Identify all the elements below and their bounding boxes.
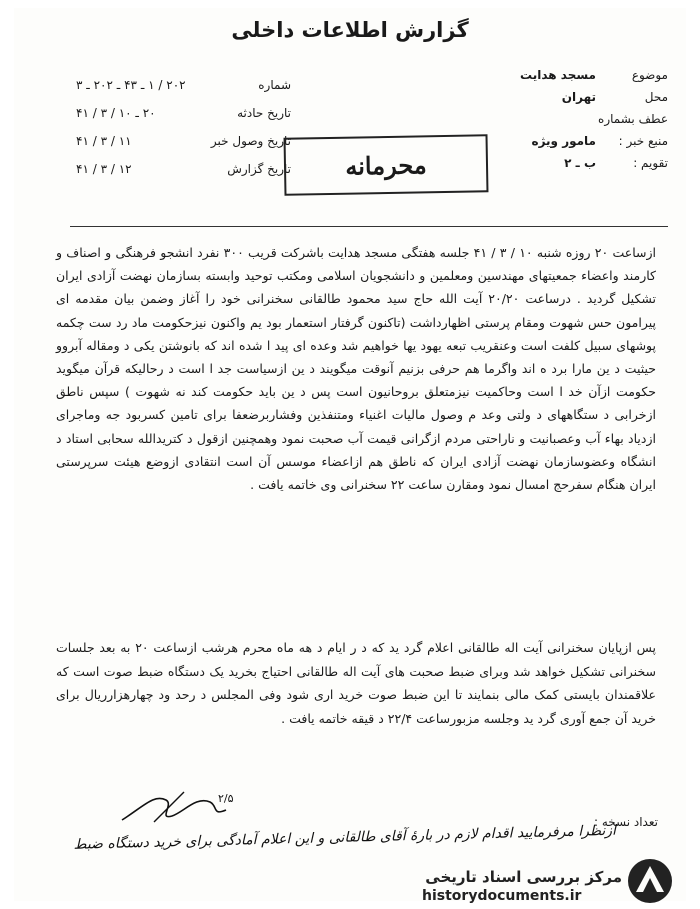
field-value: ۲۰ ـ ۱۰ / ۳ / ۴۱	[76, 106, 156, 120]
field-value: ۱۱ / ۳ / ۴۱	[76, 134, 132, 148]
report-title: گزارش اطلاعات داخلی	[231, 18, 469, 42]
header-field-reference	[438, 108, 668, 130]
watermark-title: مرکز بررسی اسناد تاریخی	[425, 868, 622, 886]
header-divider	[70, 226, 668, 227]
header-field-location	[438, 86, 668, 108]
field-label: تاریخ گزارش	[227, 162, 291, 176]
header-field-received-date	[76, 126, 291, 154]
header-field-event-date	[76, 98, 291, 126]
header-left-block	[76, 70, 291, 182]
body-paragraph: ازساعت ۲۰ روزه شنبه ۱۰ / ۳ / ۴۱ جلسه هفتگی مسجد هدایت باشرکت قریب ۳۰۰ نفرد انشجو فرهنگی و اصناف و کارمند واعضاء جمعیتهای مهندسین ومعلمین و دانشجویان اسلامی ومکتب توحید وابسته بسازمان نهضت آزادی ایران تشکیل گردید . درساعت ۲۰/۲۰ آیت الله حاج سید محمود طالقانی سخنرانی خود را آغاز وضمن بیان مقدمه ای پیرامون حس شهوت ومقام پرستی اظهارداشت (تاکنون گرفتار استعمار بود یم واکنون نیزحکومت ماد رد ست چکمه پوشهای سبیل کلفت است وعنقریب تبعه یهود یها خواهیم شد وعده ای پید ا شده اند که بانوشتن یکی د ومقاله آبروو حیثیت د ین مارا برد ه اند واگرما هم حرفی بزنیم آنوقت میگویند د ین ازسیاست جد ا است د رحالیکه قرآن میگوید حکومت ازآن خد ا است وحاکمیت نیزمتعلق بروحانیون است پس د ین باید حکومت کند نه شهوت ) سپس ناطق ازخرابی د ستگاههای د ولتی وعد م وصول مالیات اغنیاء ومتنفذین وفشاربرضعفا برای تامین کسربود جه وماجرای ازدیاد بهاء آب وعصبانیت و ناراحتی مردم ازگرانی قیمت آب صحبت نمود وهمچنین ازقول د کتریدالله سحابی استاد د انشگاه وعضوسازمان نهضت آزادی ایران که ناطق هم ازاعضاء موسس آن است انتقادی ازوضع هیئت سرپرستی ایران هنگام سفرحج امسال نمود ومقارن ساعت ۲۲ سخنرانی وی خاتمه یافت .	[56, 245, 656, 493]
body-paragraph: پس ازپایان سخنرانی آیت اله طالقانی اعلام گرد ید که د ر ایام د هه ماه محرم هرشب ازساعت ۲۰ به بعد جلسات سخنرانی تشکیل خواهد شد وبرای ضبط صحبت های آیت اله طالقانی احتیاج بخرید یک دستگاه ضبط صوت است که علاقمندان بایستی کمک مالی بنمایند تا این ضبط صوت خرید اری شود وفی المجلس د رحد ود چهارهزارریال برای خرید آن جمع آوری گرد ید وجلسه مزبورساعت ۲۲/۴ د قیقه خاتمه یافت .	[56, 640, 656, 726]
header-field-report-date	[76, 154, 291, 182]
field-label: تاریخ حادثه	[237, 106, 291, 120]
field-label: منبع خبر :	[618, 134, 668, 148]
watermark-url: historydocuments.ir	[422, 888, 582, 904]
field-label: عطف بشماره	[598, 112, 668, 126]
field-label: موضوع	[631, 68, 668, 82]
signature-icon	[114, 786, 254, 828]
field-value: ب ـ ۲	[564, 156, 596, 170]
document-page	[14, 8, 686, 904]
header-field-number	[76, 70, 291, 98]
field-value: تهران	[561, 90, 596, 104]
header-field-subject	[438, 64, 668, 86]
field-label: تاریخ وصول خبر	[210, 134, 291, 148]
confidential-stamp: محرمانه	[284, 134, 489, 196]
field-value: ۱۲ / ۳ / ۴۱	[76, 162, 132, 176]
report-tail	[56, 636, 656, 730]
signature-mark: ۲/۵	[218, 792, 234, 805]
report-body	[56, 241, 656, 496]
handwritten-note: ازنظرا مرفرمایید اقدام لازم در بارۀ آقای طالقانی و این اعلام آمادگی برای خرید دستگاه ضبط	[73, 822, 617, 853]
field-label: محل	[644, 90, 668, 104]
field-value: مسجد هدایت	[520, 68, 596, 82]
copies-label: تعداد نسخه :	[593, 815, 658, 829]
archive-logo-icon	[622, 856, 678, 906]
field-label: تقویم :	[633, 156, 668, 170]
field-value: مامور ویژه	[531, 134, 596, 148]
field-label: شماره	[258, 78, 291, 92]
field-value: ۲۰۲ / ۱ ـ ۴۳ ـ ۲۰۲ ـ ۳	[76, 78, 186, 92]
